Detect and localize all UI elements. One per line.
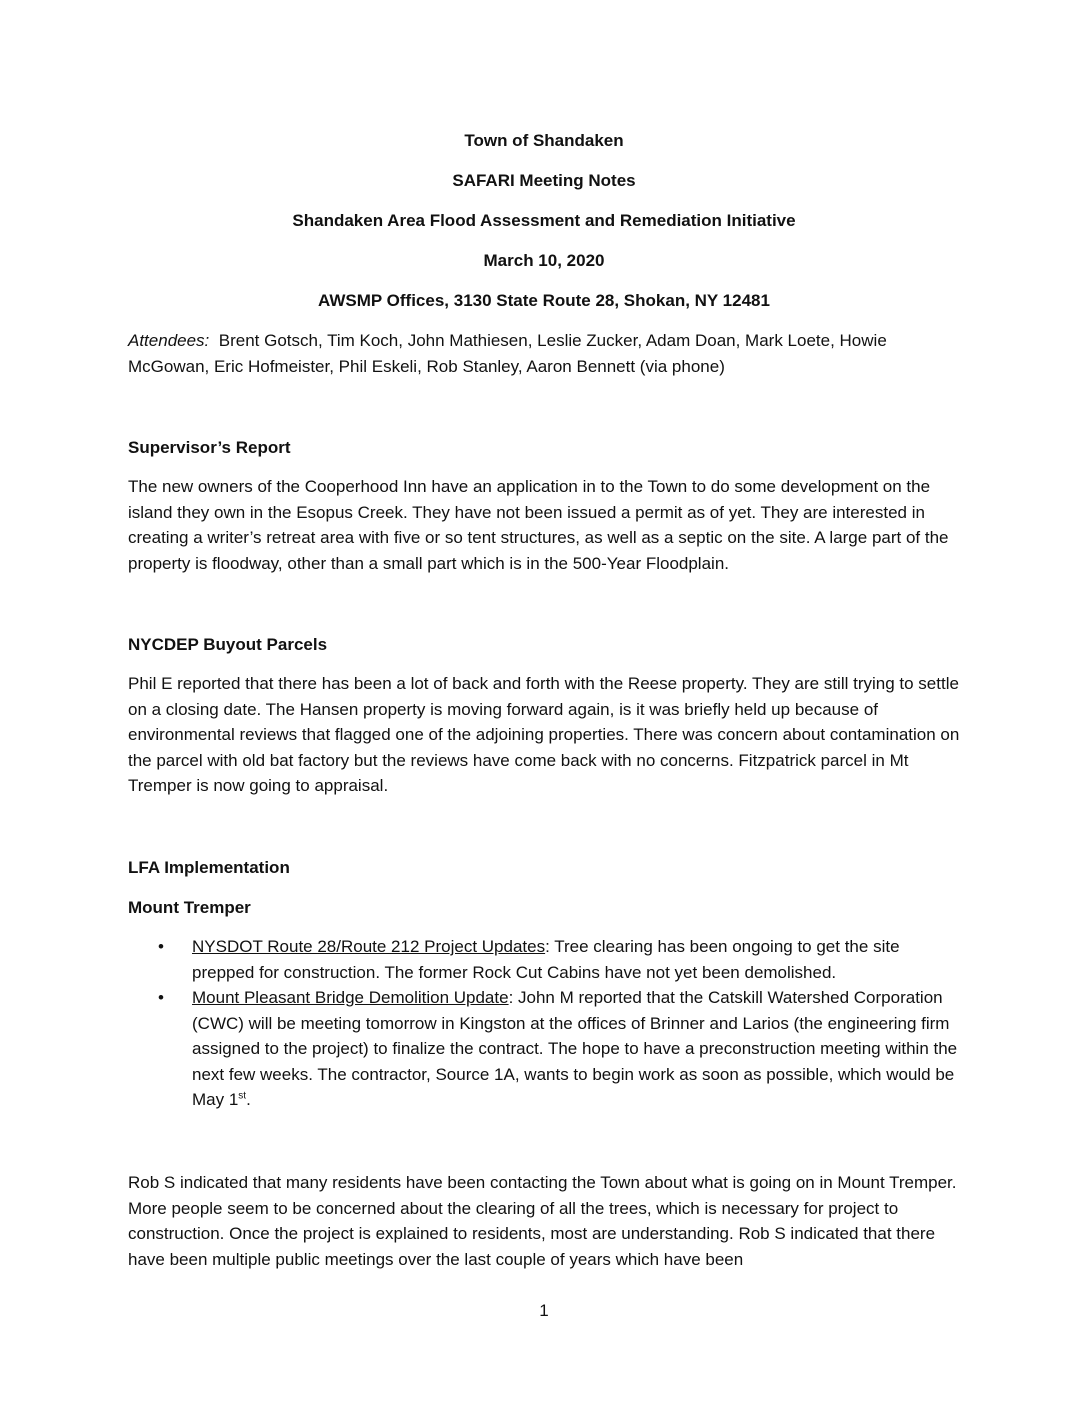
page-number: 1 xyxy=(539,1301,549,1320)
bullet-icon: • xyxy=(158,937,164,956)
document-title: SAFARI Meeting Notes xyxy=(452,171,636,190)
attendees-list: Brent Gotsch, Tim Koch, John Mathiesen, Leslie Zucker, Adam Doan, Mark Loete, Howie McGowan, Eric Hofmeister, Phil Eskeli, Rob Stanley, Aaron Bennett (via phone) xyxy=(128,331,887,376)
list-item xyxy=(128,934,960,985)
supervisor-report-body: The new owners of the Cooperhood Inn have an application in to the Town to do some development on the island they own in the Esopus Creek. They have not been issued a permit as of yet. They are interested in creating a writer’s retreat area with five or so tent structures, as well as a septic on the site. A large part of the property is floodway, other than a small part which is in the 500-Year Floodplain. xyxy=(128,477,949,573)
list-item xyxy=(128,985,960,1113)
meeting-location: AWSMP Offices, 3130 State Route 28, Shokan, NY 12481 xyxy=(318,291,770,310)
supervisor-report-heading: Supervisor’s Report xyxy=(128,438,291,457)
bullet-text: : Tree clearing has been ongoing to get the site prepped for construction. The former Rock Cut Cabins have not yet been demolished. xyxy=(192,937,900,982)
document-subtitle: Shandaken Area Flood Assessment and Remediation Initiative xyxy=(292,211,796,230)
bullet-icon: • xyxy=(158,988,164,1007)
meeting-date: March 10, 2020 xyxy=(483,251,605,270)
buyout-parcels-body: Phil E reported that there has been a lot of back and forth with the Reese property. They are still trying to settle on a closing date. The Hansen property is moving forward again, is it was briefly held up because of environmental reviews that flagged one of the adjoining properties. There was concern about contamination on the parcel with old bat factory but the reviews have come back with no concerns. Fitzpatrick parcel in Mt Tremper is now going to appraisal. xyxy=(128,674,960,795)
mount-tremper-bullet-list xyxy=(128,934,960,1113)
bullet-title: Mount Pleasant Bridge Demolition Update xyxy=(192,988,509,1007)
bullet-end: . xyxy=(246,1090,251,1109)
lfa-implementation-heading: LFA Implementation xyxy=(128,858,290,877)
buyout-parcels-heading: NYCDEP Buyout Parcels xyxy=(128,635,328,654)
attendees-paragraph xyxy=(128,328,960,379)
bullet-text: : John M reported that the Catskill Watershed Corporation (CWC) will be meeting tomorrow in Kingston at the offices of Brinner and Larios (the engineering firm assigned to the project) to finalize the contract. The hope to have a preconstruction meeting within the next few weeks. The contractor, Source 1A, wants to begin work as soon as possible, which would be May 1 xyxy=(192,988,958,1109)
attendees-label: Attendees: xyxy=(128,331,210,350)
mount-tremper-subheading: Mount Tremper xyxy=(128,898,251,917)
lfa-closing-paragraph: Rob S indicated that many residents have been contacting the Town about what is going on in Mount Tremper. More people seem to be concerned about the clearing of all the trees, which is necessary for project to construction. Once the project is explained to residents, most are understanding. Rob S indicated that there have been multiple public meetings over the last couple of years which have been xyxy=(128,1173,957,1269)
bullet-superscript: st xyxy=(238,1090,247,1102)
bullet-title: NYSDOT Route 28/Route 212 Project Updates xyxy=(192,937,546,956)
town-name: Town of Shandaken xyxy=(464,131,624,150)
